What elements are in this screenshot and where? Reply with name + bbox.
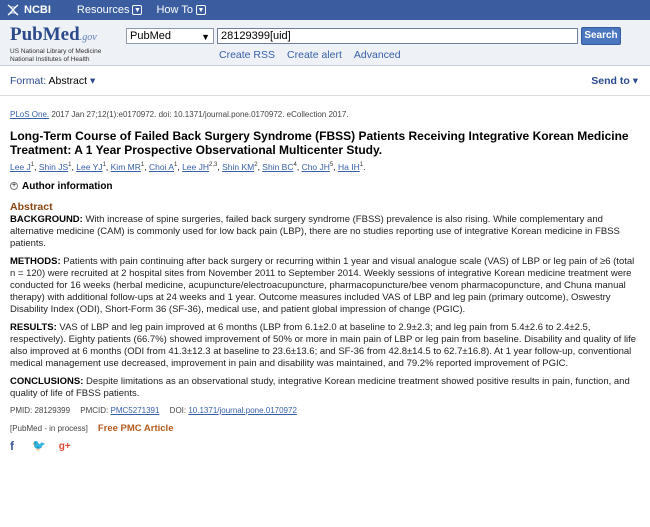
citation [10, 110, 640, 120]
chevron-down-icon: ▼ [201, 32, 210, 42]
section-text: With increase of spine surgeries, failed back surgery syndrome (FBSS) prevalence is also rising. While complementary and alternative medicine (CAM) is commonly used for low back pain (LBP), there are no studies reporting use of integrative Korean medicine in FBSS patients. [10, 213, 620, 249]
author-affiliation-number: 1 [174, 162, 178, 168]
author-link[interactable]: Lee YJ [76, 161, 103, 172]
chevron-down-icon: ▼ [134, 6, 141, 14]
pubmed-wordmark [10, 25, 110, 48]
article-title: Long-Term Course of Failed Back Surgery Syndrome (FBSS) Patients Receiving Integrative Korean Medicine Treatment: A 1 Year Prospective Observational Multicenter Study. [10, 129, 629, 157]
pmid: PMID: 28129399 [10, 405, 71, 415]
ncbi-helix-icon [6, 4, 20, 16]
section-label: BACKGROUND: [10, 213, 83, 225]
author-link[interactable]: Kim MR [110, 161, 141, 172]
ncbi-logo-text: NCBI [24, 4, 51, 16]
author-affiliation-number: 1 [140, 162, 145, 168]
abstract-results [10, 322, 640, 370]
section-text: Despite limitations as an observational study, integrative Korean medicine treatment showed positive results in pain, function, and quality of life of FBSS patients. [10, 375, 630, 399]
chevron-down-icon: ▼ [197, 6, 205, 14]
pubmed-logo[interactable] [10, 25, 110, 64]
pubmed-status: [PubMed - in process] [10, 423, 88, 433]
send-to-dropdown[interactable] [591, 75, 638, 87]
author-link[interactable]: Choi A [148, 161, 174, 172]
free-pmc-article-link[interactable]: Free PMC Article [97, 422, 174, 434]
google-plus-icon[interactable]: g+ [58, 440, 71, 452]
journal-link[interactable]: PLoS One. [10, 110, 50, 119]
logo-gov: .gov [79, 32, 97, 43]
logo-subtitle-2: National Institutes of Health [10, 56, 90, 63]
author-affiliation-number: 5 [329, 162, 334, 168]
format-bar [0, 66, 650, 96]
pmcid-label: PMCID: [80, 405, 109, 415]
abstract-methods [10, 256, 640, 316]
section-label: RESULTS: [10, 321, 57, 333]
abstract-background [10, 214, 640, 250]
author-affiliation-number: 2 [254, 162, 258, 168]
author-affiliation-number: 2,3 [209, 162, 218, 168]
social-share [10, 438, 640, 453]
how-to-menu[interactable] [156, 4, 205, 16]
search-input[interactable]: 28129399[uid] [217, 28, 578, 44]
facebook-icon[interactable]: f [10, 438, 14, 453]
author-link[interactable]: Lee J [10, 161, 31, 172]
resources-label: Resources [76, 4, 130, 16]
doi-link[interactable]: 10.1371/journal.pone.0170972 [188, 405, 297, 415]
create-alert-link[interactable]: Create alert [287, 49, 342, 61]
caret-down-icon: ▾ [89, 75, 96, 87]
article-identifiers [10, 406, 640, 416]
section-label: METHODS: [10, 255, 61, 267]
abstract-conclusions [10, 376, 640, 400]
author-information-label: Author information [22, 180, 113, 192]
ncbi-top-bar [0, 0, 650, 20]
doi-label: DOI: [169, 405, 187, 415]
section-label: CONCLUSIONS: [10, 375, 84, 387]
search-button[interactable]: Search [581, 27, 621, 45]
expand-plus-icon: + [11, 182, 17, 190]
ncbi-logo[interactable] [6, 4, 51, 16]
author-link[interactable]: Shin KM [222, 161, 255, 172]
abstract-heading: Abstract [10, 200, 53, 213]
database-value: PubMed [130, 30, 171, 42]
author-list: Lee $J^1$, Shin $JS^1$, Lee $YJ^1$, Kim $MR^1$, Choi $A^1$, Lee JH$^{2,3}$, Shin $KM^2$, Shin $BC^4$, Cho $JH^5$, Ha $IH^1$. [10, 161, 366, 172]
author-affiliation-number: 1 [102, 162, 106, 168]
database-select[interactable] [126, 28, 214, 44]
logo-subtitle-1: US National Library of Medicine [10, 48, 102, 55]
author-affiliation-number: 1 [359, 162, 364, 168]
send-to-label: Send to [591, 75, 630, 87]
status-line [10, 423, 640, 434]
logo-pub: Pub [10, 24, 43, 45]
citation-details: 2017 Jan 27;12(1):e0170972. doi: 10.1371/journal.pone.0170972. eCollection 2017. [49, 110, 349, 119]
format-value: Abstract [48, 75, 88, 87]
logo-med: Med [42, 24, 80, 45]
section-text: Patients with pain continuing after back surgery or recurring within 1 year and visual analogue scale (VAS) of LBP or leg pain of ≥6 (total n = 120) were recruited at 2 hospital sites from November 2011 to September 2014. Weekly sessions of integrative Korean medicine treatment were conducted for 16 weeks (herbal medicine, acupuncture/electroacupuncture, pharmacopuncture/bee venom pharmacopuncture, and Chuna manual therapy) with additional follow-ups at 24 weeks and 1 year. Outcome measures included VAS of LBP and leg pain (primary outcome), Oswestry Disability Index (ODI), Short-Form 36 (SF-36), medical use, and patient global impression of change (PGIC). [10, 255, 635, 315]
twitter-icon[interactable]: 🐦 [32, 439, 46, 452]
resources-menu[interactable] [77, 4, 143, 16]
author-link[interactable]: Ha IH [337, 161, 360, 172]
caret-down-icon: ▾ [632, 75, 638, 87]
author-affiliation-number: 1 [68, 162, 72, 168]
pmcid-link[interactable]: PMC5271391 [110, 405, 160, 415]
author-information-toggle[interactable] [10, 181, 640, 192]
article [10, 110, 640, 452]
format-dropdown[interactable] [10, 75, 95, 87]
author-affiliation-number: 4 [293, 162, 297, 168]
author-affiliation-number: 1 [30, 162, 35, 168]
author-link[interactable]: Shin JS [38, 161, 69, 172]
format-label: Format: [10, 75, 47, 87]
section-text: VAS of LBP and leg pain improved at 6 months (LBP from 6.1±2.0 at baseline to 2.9±2.3; and leg pain from 5.4±2.6 to 2.4±2.5, respectively). Eighty patients (66.7%) showed improvement of 50% or more in main pain of LBP or leg pain from baseline. Disability and quality of life also improved at 6 months (ODI from 41.3±12.3 at baseline to 23.6±13.6; and SF-36 from 42.8±14.5 to 62.7±16.8). At 1 year follow-up, conventional medical management use decreased, improvement in pain and disability was maintained, and 79.2% reported improvement of PGIC. [10, 321, 637, 369]
header-links [219, 49, 401, 61]
author-link[interactable]: Shin BC [262, 161, 294, 172]
create-rss-link[interactable]: Create RSS [219, 49, 276, 61]
author-link[interactable]: Cho JH [301, 161, 330, 172]
pubmed-header [0, 20, 650, 66]
advanced-link[interactable]: Advanced [353, 49, 401, 61]
how-to-label: How To [156, 4, 193, 16]
author-link[interactable]: Lee JH [182, 161, 210, 172]
